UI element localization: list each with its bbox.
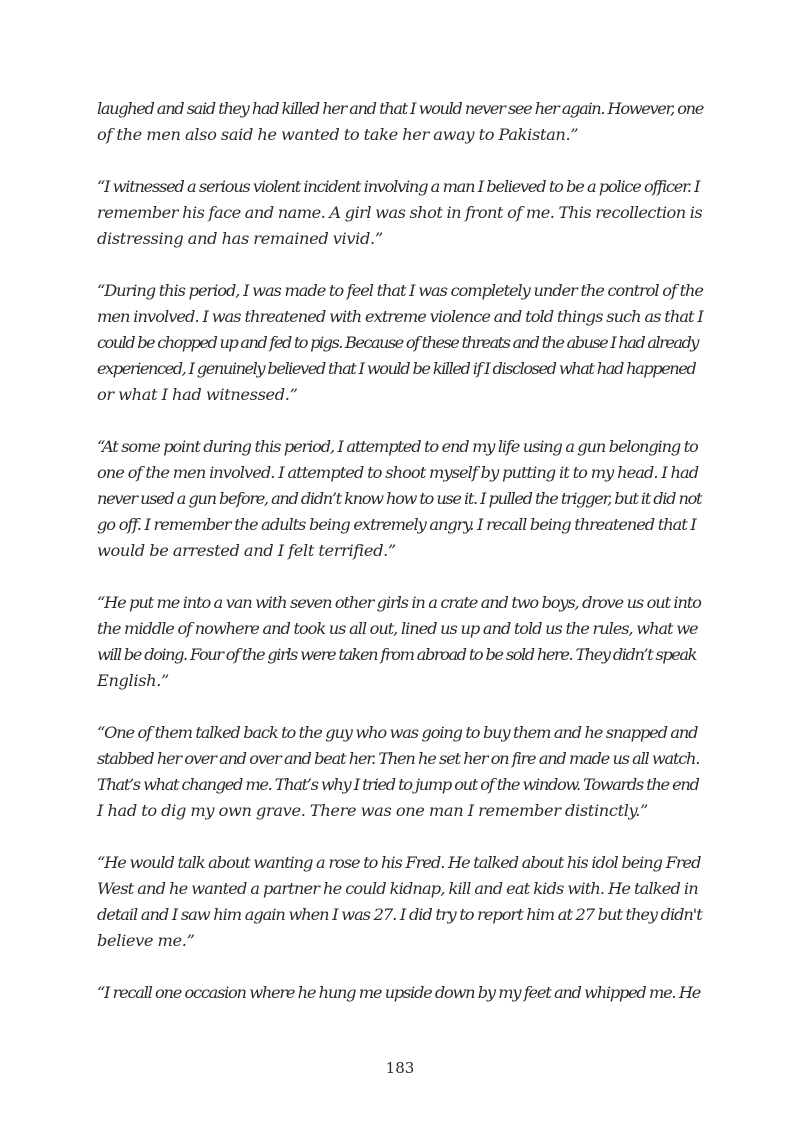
paragraph-2: [97, 174, 703, 252]
text-line: laughed and said they had killed her and that I would never see her again. However, one: [97, 99, 703, 118]
text-line: “I recall one occasion where he hung me upside down by my feet and whipped me. He: [97, 983, 701, 1002]
text-line: will be doing. Four of the girls were taken from abroad to be sold here. They didn’t speak: [97, 645, 696, 664]
text-line: West and he wanted a partner he could kidnap, kill and eat kids with. He talked in: [97, 879, 698, 898]
text-line: believe me.”: [97, 931, 195, 950]
paragraph-1: [97, 96, 703, 148]
text-line: could be chopped up and fed to pigs. Because of these threats and the abuse I had already: [97, 333, 698, 352]
text-line: “During this period, I was made to feel that I was completely under the control of the: [97, 281, 703, 300]
paragraph-5: [97, 590, 701, 694]
text-line: or what I had witnessed.”: [97, 385, 298, 404]
text-line: “He put me into a van with seven other girls in a crate and two boys, drove us out into: [97, 593, 701, 612]
text-line: experienced, I genuinely believed that I would be killed if I disclosed what had happened: [97, 359, 696, 378]
text-line: the middle of nowhere and took us all out, lined us up and told us the rules, what we: [97, 619, 698, 638]
paragraph-7: [97, 850, 702, 954]
text-line: go off. I remember the adults being extremely angry. I recall being threatened that I: [97, 515, 696, 534]
text-line: detail and I saw him again when I was 27. I did try to report him at 27 but they didn't: [97, 905, 702, 924]
body-text: [97, 96, 703, 1032]
text-line: remember his face and name. A girl was shot in front of me. This recollection is: [97, 203, 703, 222]
text-line: one of the men involved. I attempted to shoot myself by putting it to my head. I had: [97, 463, 699, 482]
paragraph-6: [97, 720, 700, 824]
paragraph-4: [97, 434, 702, 564]
text-line: never used a gun before, and didn’t know how to use it. I pulled the trigger, but it did not: [97, 489, 702, 508]
page-number: 183: [385, 1059, 415, 1077]
text-line: stabbed her over and over and beat her. Then he set her on fire and made us all watch.: [97, 749, 700, 768]
text-line: would be arrested and I felt terrified.”: [97, 541, 396, 560]
text-line: of the men also said he wanted to take her away to Pakistan.”: [97, 125, 579, 144]
text-line: men involved. I was threatened with extreme violence and told things such as that I: [97, 307, 703, 326]
text-line: “One of them talked back to the guy who was going to buy them and he snapped and: [97, 723, 698, 742]
text-line: English.”: [97, 671, 169, 690]
text-line: “He would talk about wanting a rose to his Fred. He talked about his idol being Fred: [97, 853, 701, 872]
text-line: distressing and has remained vivid.”: [97, 229, 383, 248]
text-line: “I witnessed a serious violent incident involving a man I believed to be a police officer. I: [97, 177, 700, 196]
text-line: I had to dig my own grave. There was one man I remember distinctly.”: [97, 801, 648, 820]
text-line: “At some point during this period, I attempted to end my life using a gun belonging to: [97, 437, 698, 456]
paragraph-3: [97, 278, 703, 408]
text-line: That’s what changed me. That’s why I tried to jump out of the window. Towards the end: [97, 775, 699, 794]
paragraph-8: [97, 980, 701, 1006]
